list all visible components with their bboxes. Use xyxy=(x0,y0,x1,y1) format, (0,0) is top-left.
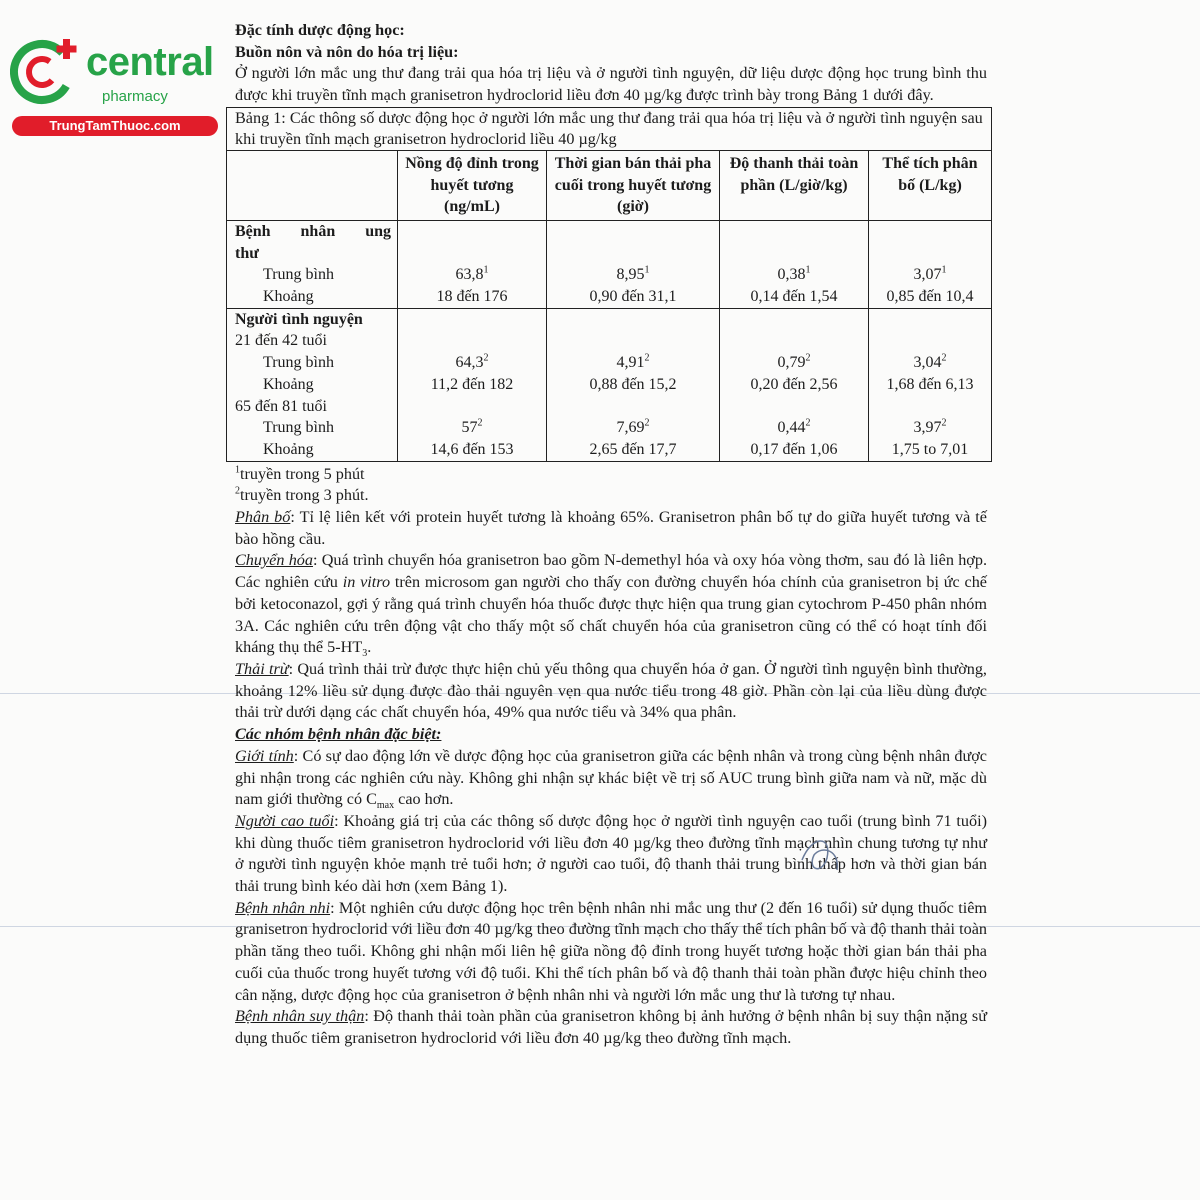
footnote-1: $^1$truyền trong 5 phút xyxy=(235,464,365,483)
header-cmax: Nồng độ đỉnh trong huyết tương (ng/mL) xyxy=(398,150,547,220)
document-page xyxy=(235,20,987,1050)
intro-paragraph: Ở người lớn mắc ung thư đang trải qua hóa trị liệu và ở người tình nguyện, dữ liệu dược động học trung bình thu được khi truyền tĩnh mạch granisetron hydroclorid liều đơn 40 µg/kg được trình bày trong Bảng 1 dưới đây. xyxy=(235,64,987,105)
label-range: Khoảng xyxy=(263,440,314,458)
heading-nausea: Buồn nôn và nôn do hóa trị liệu: xyxy=(235,42,459,61)
section-special-populations: Các nhóm bệnh nhân đặc biệt: xyxy=(235,725,442,744)
label-age-young: 21 đến 42 tuổi xyxy=(235,332,327,350)
table-caption: Bảng 1: Các thông số dược động học ở người lớn mắc ung thư đang trải qua hóa trị liệu và ở người tình nguyện sau khi truyền tĩnh mạch granisetron hydroclorid liều 40 µg/kg xyxy=(226,107,992,150)
group-label-volunteers: Người tình nguyện xyxy=(235,310,363,328)
table-row-volunteers xyxy=(227,308,992,461)
signature-mark xyxy=(792,830,852,890)
row-label-cancer: Bệnh nhân ung thư Trung bình Khoảng xyxy=(227,220,398,308)
header-clearance: Độ thanh thải toàn phần (L/giờ/kg) xyxy=(720,150,869,220)
label-range: Khoảng xyxy=(263,375,314,393)
cell-volume: 3,04$^2$ 1,68 đến 6,13 3,97$^2$ 1,75 to 7,01 xyxy=(869,308,992,461)
cell-clearance: 0,38$^1$ 0,14 đến 1,54 xyxy=(720,220,869,308)
section-elderly: Người cao tuổi: Khoảng giá trị của các thông số dược động học ở người tình nguyện cao tuổi (trung bình 71 tuổi) khi dùng thuốc tiêm granisetron hydroclorid với liều đơn 40 µg/kg theo đường tĩnh mạch nhìn chung tương tự như ở người tình nguyện khỏe mạnh trẻ tuổi hơn; ở người cao tuổi, độ thanh thải trung bình thấp hơn và thời gian bán thải trung bình kéo dài hơn (xem Bảng 1). xyxy=(235,811,987,896)
cell-cmax: 63,8$^1$ 18 đến 176 xyxy=(398,220,547,308)
section-gender: Giới tính: Có sự dao động lớn về dược động học của granisetron giữa các bệnh nhân và trong cùng bệnh nhân được ghi nhận trong các nghiên cứu này. Không ghi nhận sự khác biệt về trị số AUC trung bình giữa nam và nữ, mặc dù nam giới thường có $C_{max}$ cao hơn. xyxy=(235,746,987,812)
table-row-cancer xyxy=(227,220,992,308)
cell-halflife: 8,95$^1$ 0,90 đến 31,1 xyxy=(547,220,720,308)
header-halflife: Thời gian bán thải pha cuối trong huyết tương (giờ) xyxy=(547,150,720,220)
cell-volume: 3,07$^1$ 0,85 đến 10,4 xyxy=(869,220,992,308)
cell-halflife: 4,91$^2$ 0,88 đến 15,2 7,69$^2$ 2,65 đến 17,7 xyxy=(547,308,720,461)
label-mean: Trung bình xyxy=(263,419,334,437)
pk-table xyxy=(226,107,992,462)
section-pediatric: Bệnh nhân nhi: Một nghiên cứu dược động học trên bệnh nhân nhi mắc ung thư (2 đến 16 tuổi) sử dụng thuốc tiêm granisetron hydroclorid với liều đơn 40 µg/kg theo đường tĩnh mạch cho thấy thể tích phân bố và độ thanh thải toàn phần tăng theo tuổi. Không ghi nhận mối liên hệ giữa nồng độ đỉnh trong huyết tương hoặc thời gian bán thải pha cuối của thuốc trong huyết tương với độ tuổi. Khi thể tích phân bố và độ thanh thải toàn phần được hiệu chỉnh theo cân nặng, dược động học của granisetron ở bệnh nhân nhi và người lớn mắc ung thư là tương tự nhau. xyxy=(235,898,987,1004)
cell-clearance: 0,79$^2$ 0,20 đến 2,56 0,44$^2$ 0,17 đến 1,06 xyxy=(720,308,869,461)
group-label-cancer: Bệnh nhân ung xyxy=(235,222,391,240)
central-pharmacy-logo[interactable] xyxy=(10,36,215,136)
label-mean: Trung bình xyxy=(263,354,334,372)
section-renal: Bệnh nhân suy thận: Độ thanh thải toàn phần của granisetron không bị ảnh hưởng ở bệnh nhân bị suy thận nặng sử dụng thuốc tiêm granisetron hydroclorid với liều đơn 40 µg/kg theo đường tĩnh mạch. xyxy=(235,1007,987,1047)
logo-site[interactable]: TrungTamThuoc.com xyxy=(12,116,218,136)
logo-mark-icon xyxy=(10,36,86,106)
logo-brand: central xyxy=(86,40,214,84)
section-metabolism: Chuyển hóa: Quá trình chuyển hóa granisetron bao gồm N-demethyl hóa và oxy hóa vòng thơm, sau đó là liên hợp. Các nghiên cứu in vitro trên microsom gan người cho thấy con đường chuyển hóa chính của granisetron bị ức chế bởi ketoconazol, gợi ý rằng quá trình chuyển hóa thuốc được thực hiện qua trung gian cytochrom P-450 phân nhóm 3A. Các nghiên cứu trên động vật cho thấy một số chất chuyển hóa của granisetron cũng có thể có hoạt tính đối kháng thụ thể $5-HT_3$. xyxy=(235,551,987,660)
header-empty xyxy=(227,150,398,220)
label-age-old: 65 đến 81 tuổi xyxy=(235,397,327,415)
section-elimination: Thải trừ: Quá trình thải trừ được thực hiện chủ yếu thông qua chuyển hóa ở gan. Ở người tình nguyện bình thường, khoảng 12% liều sử dụng được đào thải nguyên vẹn qua nước tiểu trong 48 giờ. Phần còn lại của liều dùng được thải trừ dưới dạng các chất chuyển hóa, 49% qua nước tiểu và 34% qua phân. xyxy=(235,659,987,722)
header-volume: Thể tích phân bố (L/kg) xyxy=(869,150,992,220)
table-header-row xyxy=(227,150,992,220)
cell-cmax: 64,3$^2$ 11,2 đến 182 $57^2$ 14,6 đến 153 xyxy=(398,308,547,461)
label-mean: Trung bình xyxy=(263,266,334,284)
section-distribution: Phân bố: Tỉ lệ liên kết với protein huyết tương là khoảng 65%. Granisetron phân bố tự do giữa huyết tương và tế bào hồng cầu. xyxy=(235,508,987,548)
heading-pharmacokinetics: Đặc tính dược động học: xyxy=(235,21,405,39)
logo-subtitle: pharmacy xyxy=(102,88,168,105)
row-label-volunteers xyxy=(227,308,398,461)
table-footnotes xyxy=(235,464,987,507)
label-range: Khoảng xyxy=(263,288,314,306)
footnote-2: $^2$truyền trong 3 phút. xyxy=(235,485,369,505)
